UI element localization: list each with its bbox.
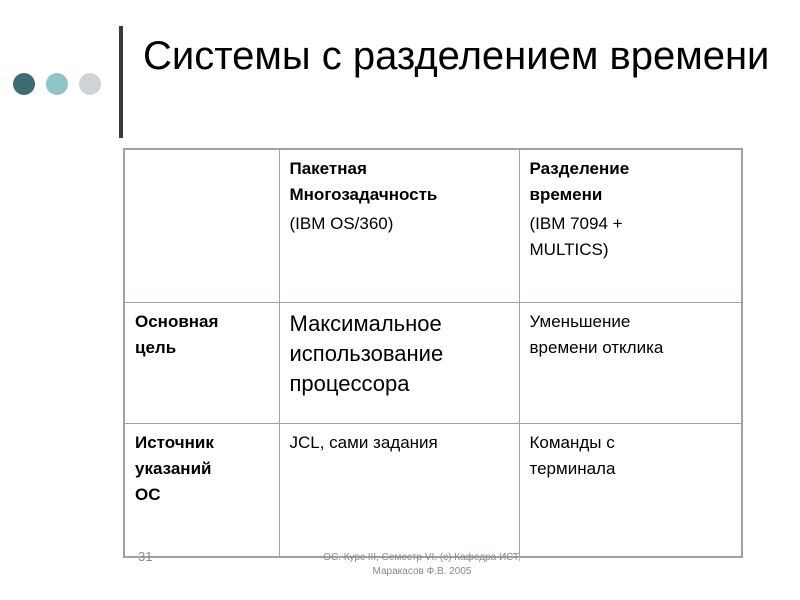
slide-footer	[282, 551, 562, 579]
column-header-subtitle: (IBM 7094 +	[529, 214, 623, 233]
footer-line: Маракасов Ф.В. 2005	[372, 566, 472, 577]
table-row	[124, 424, 742, 558]
cell-text: времени отклика	[529, 338, 664, 357]
row-label-text: Основная	[135, 312, 219, 331]
table-header-row	[124, 149, 742, 303]
dot-grey-icon	[79, 73, 101, 95]
column-header-text: времени	[529, 185, 603, 204]
row-label-text: указаний	[135, 459, 212, 478]
dot-teal-icon	[46, 73, 68, 95]
cell-text: терминала	[529, 459, 616, 478]
slide-title: Системы с разделением времени	[143, 34, 770, 78]
row-label-text: цель	[135, 338, 177, 357]
decorative-dots	[13, 73, 101, 95]
title-divider	[119, 26, 123, 138]
column-header-timesharing	[519, 149, 742, 303]
column-header-text: Многозадачность	[289, 185, 438, 204]
table-cell	[279, 303, 519, 424]
table-cell	[519, 303, 742, 424]
table-corner-cell	[124, 149, 279, 303]
column-header-batch	[279, 149, 519, 303]
comparison-table	[123, 148, 743, 558]
column-header-subtitle: MULTICS)	[529, 240, 609, 259]
column-header-subtitle: (IBM OS/360)	[289, 214, 394, 233]
footer-line: ОС. Курс III, Семестр VI. (c) Кафедра ИСТ,	[323, 552, 521, 563]
table-row	[124, 303, 742, 424]
table-cell	[519, 424, 742, 558]
row-label-text: Источник	[135, 433, 214, 452]
cell-text: Команды с	[529, 433, 615, 452]
column-header-text: Пакетная	[289, 159, 367, 178]
cell-text: использование	[289, 341, 444, 366]
cell-text: Максимальное	[289, 311, 442, 336]
table-cell	[279, 424, 519, 558]
column-header-text: Разделение	[529, 159, 630, 178]
dot-dark-icon	[13, 73, 35, 95]
cell-text: процессора	[289, 371, 410, 396]
cell-text: JCL, сами задания	[289, 433, 438, 452]
cell-text: Уменьшение	[529, 312, 631, 331]
page-number: 31	[138, 549, 153, 564]
row-label-text: ОС	[135, 485, 161, 504]
row-label-os-instructions	[124, 424, 279, 558]
row-label-main-goal	[124, 303, 279, 424]
